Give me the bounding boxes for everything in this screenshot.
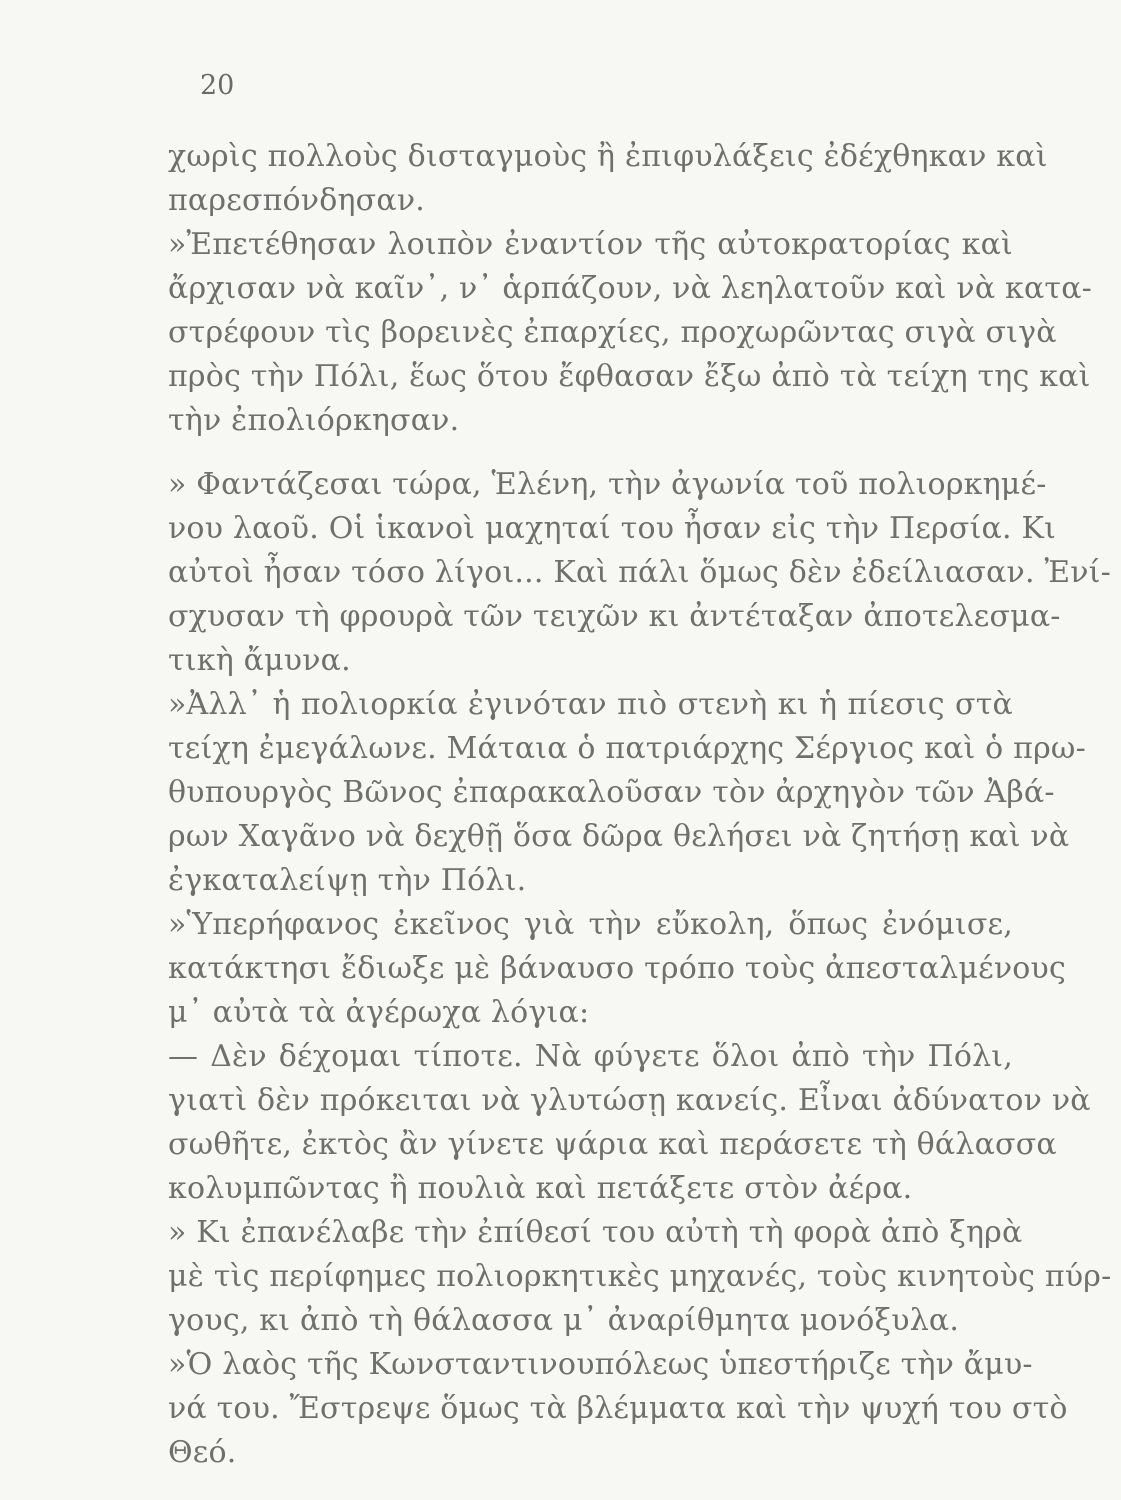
- text-line: νά του. Ἔστρεψε ὅμως τὰ βλέμματα καὶ τὴν ψυχή του στὸ: [168, 1391, 1068, 1426]
- paragraph: [168, 1343, 1068, 1475]
- paragraph: [168, 135, 1048, 223]
- paragraph: [168, 223, 1093, 443]
- text-line: »Ὁ λαὸς τῆς Κωνσταντινουπόλεως ὑπεστήριζε τὴν ἄμυ-: [168, 1347, 1033, 1382]
- text-line: ρων Χαγᾶνο νὰ δεχθῇ ὅσα δῶρα θελήσει νὰ ζητήσῃ καὶ νὰ: [168, 819, 1070, 854]
- text-line: κατάκτησι ἔδιωξε μὲ βάναυσο τρόπο τοὺς ἀπεσταλμένους: [168, 951, 1066, 986]
- text-line: τικὴ ἄμυνα.: [168, 643, 351, 678]
- text-line: »Ὑπερήφανος ἐκεῖνος γιὰ τὴν εὔκολη, ὅπως ἐνόμισε,: [168, 907, 1013, 942]
- text-line: αὐτοὶ ἦσαν τόσο λίγοι... Καὶ πάλι ὅμως δὲν ἐδείλιασαν. Ἐνί-: [168, 555, 1111, 590]
- body-text: [168, 135, 1112, 1475]
- text-line: σωθῆτε, ἐκτὸς ἂν γίνετε ψάρια καὶ περάσετε τὴ θάλασσα: [168, 1127, 1057, 1162]
- paragraph: [168, 903, 1066, 1035]
- paragraph: [168, 1035, 1091, 1211]
- text-line: γους, κι ἀπὸ τὴ θάλασσα μ᾽ ἀναρίθμητα μονόξυλα.: [168, 1303, 960, 1338]
- text-line: θυπουργὸς Βῶνος ἐπαρακαλοῦσαν τὸν ἀρχηγὸν τῶν Ἀβά-: [168, 775, 1055, 810]
- text-line: ἄρχισαν νὰ καῖν᾽, ν᾽ ἁρπάζουν, νὰ λεηλατοῦν καὶ νὰ κατα-: [168, 271, 1093, 306]
- text-line: » Φαντάζεσαι τώρα, Ἑλένη, τὴν ἀγωνία τοῦ πολιορκημέ-: [168, 467, 1047, 502]
- paragraph: [168, 1211, 1112, 1343]
- text-line: στρέφουν τὶς βορεινὲς ἐπαρχίες, προχωρῶντας σιγὰ σιγὰ: [168, 315, 1057, 350]
- text-line: γιατὶ δὲν πρόκειται νὰ γλυτώσῃ κανείς. Εἶναι ἀδύνατον νὰ: [168, 1083, 1091, 1118]
- text-line: Θεό.: [168, 1435, 237, 1470]
- text-line: τείχη ἐμεγάλωνε. Μάταια ὁ πατριάρχης Σέργιος καὶ ὁ πρω-: [168, 731, 1086, 766]
- paragraph: [168, 683, 1086, 903]
- text-line: τὴν ἐπολιόρκησαν.: [168, 403, 460, 438]
- text-line: νου λαοῦ. Οἱ ἱκανοὶ μαχηταί του ἦσαν εἰς τὴν Περσία. Κι: [168, 511, 1057, 546]
- text-line: μ᾽ αὐτὰ τὰ ἀγέρωχα λόγια:: [168, 995, 590, 1030]
- paragraph: [168, 463, 1111, 683]
- text-line: σχυσαν τὴ φρουρὰ τῶν τειχῶν κι ἀντέταξαν ἀποτελεσμα-: [168, 599, 1061, 634]
- text-line: χωρὶς πολλοὺς δισταγμοὺς ἢ ἐπιφυλάξεις ἐδέχθηκαν καὶ: [168, 139, 1048, 174]
- text-line: — Δὲν δέχομαι τίποτε. Νὰ φύγετε ὅλοι ἀπὸ τὴν Πόλι,: [168, 1039, 1013, 1074]
- page-number: 20: [200, 70, 235, 101]
- text-line: μὲ τὶς περίφημες πολιορκητικὲς μηχανές, τοὺς κινητοὺς πύρ-: [168, 1259, 1112, 1294]
- text-line: πρὸς τὴν Πόλι, ἕως ὅτου ἔφθασαν ἔξω ἀπὸ τὰ τείχη της καὶ: [168, 359, 1091, 394]
- text-line: ἐγκαταλείψῃ τὴν Πόλι.: [168, 863, 527, 898]
- text-line: »Ἐπετέθησαν λοιπὸν ἐναντίον τῆς αὐτοκρατορίας καὶ: [168, 227, 1013, 262]
- text-line: κολυμπῶντας ἢ πουλιὰ καὶ πετάξετε στὸν ἀέρα.: [168, 1171, 913, 1206]
- text-line: »Ἀλλ᾽ ἡ πολιορκία ἐγινόταν πιὸ στενὴ κι ἡ πίεσις στὰ: [168, 687, 1013, 722]
- text-line: » Κι ἐπανέλαβε τὴν ἐπίθεσί του αὐτὴ τὴ φορὰ ἀπὸ ξηρὰ: [168, 1215, 1023, 1250]
- text-line: παρεσπόνδησαν.: [168, 183, 425, 218]
